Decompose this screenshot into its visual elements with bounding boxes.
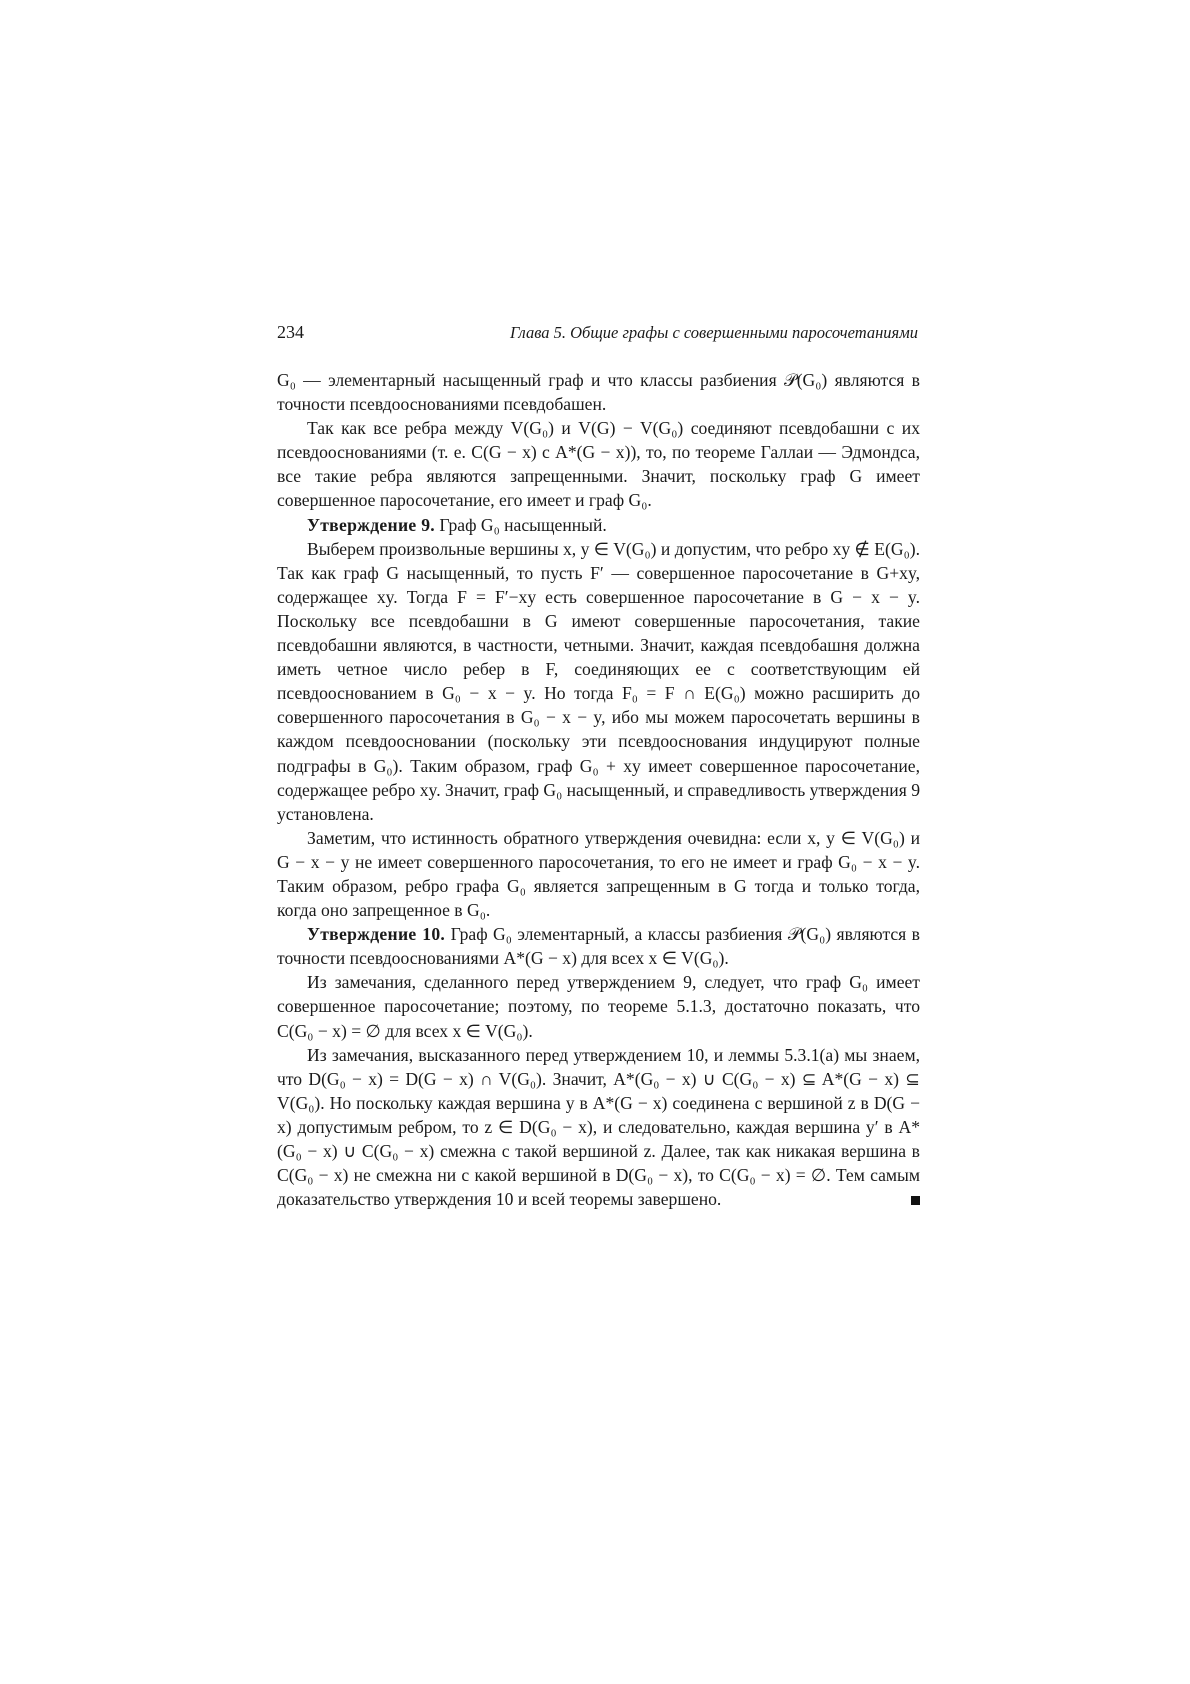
paragraph-text: Из замечания, высказанного перед утверждением 10, и леммы 5.3.1(a) мы знаем, что D(G₀ − x) = D(G − x) ∩ V(G₀). Значит, A*(G₀ − x) ∪ C(G₀ − x) ⊆ A*(G − x) ⊆ V(G₀). Но поскольку каждая вершина y в A*(G − x) соединена с вершиной z в D(G − x) допустимым ребром, то z ∈ D(G₀ − x), и следовательно, каждая вершина y′ в A*(G₀ − x) ∪ C(G₀ − x) смежна с такой вершиной z. Далее, так как никакая вершина в C(G₀ − x) не смежна ни с какой вершиной в D(G₀ − x), то C(G₀ − x) = ∅. Тем самым доказательство утверждения 10 и всей теоремы завершено. — [277, 1044, 920, 1210]
paragraph-7 — [277, 970, 920, 1042]
page-number: 234 — [277, 322, 304, 342]
qed-square-icon — [911, 1196, 920, 1205]
paragraph-2 — [277, 416, 920, 512]
book-page — [277, 322, 920, 1211]
paragraph-text: Выберем произвольные вершины x, y ∈ V(G₀) и допустим, что ребро xy ∉ E(G₀). Так как граф G насыщенный, то пусть F′ — совершенное паросочетание в G+xy, содержащее xy. Тогда F = F′−xy есть совершенное паросочетание в G − x − y. Поскольку все псевдобашни в G имеют совершенные паросочетания, такие псевдобашни являются, в частности, четными. Значит, каждая псевдобашня должна иметь четное число ребер в F, соединяющих ее с соответствующим ей псевдооснованием в G₀ − x − y. Но тогда F₀ = F ∩ E(G₀) можно расширить до совершенного паросочетания в G₀ − x − y, ибо мы можем паросочетать вершины в каждом псевдоосновании (поскольку эти псевдооснования индуцируют полные подграфы в G₀). Таким образом, граф G₀ + xy имеет совершенное паросочетание, содержащее ребро xy. Значит, граф G₀ насыщенный, и справедливость утверждения 9 установлена. — [277, 538, 920, 824]
statement-text: Граф G₀ насыщенный. — [439, 514, 607, 535]
body-text — [277, 368, 920, 1211]
paragraph-text: Так как все ребра между V(G₀) и V(G) − V(G₀) соединяют псевдобашни с их псевдооснованиями (т. е. C(G − x) с A*(G − x)), то, по теореме Галлаи — Эдмондса, все такие ребра являются запрещенными. Значит, поскольку граф G имеет совершенное паросочетание, его имеет и граф G₀. — [277, 418, 920, 511]
paragraph-text: Заметим, что истинность обратного утверждения очевидна: если x, y ∈ V(G₀) и G − x − y не имеет совершенного паросочетания, то его не имеет и граф G₀ − x − y. Таким образом, ребро графа G₀ является запрещенным в G тогда и только тогда, когда оно запрещенное в G₀. — [277, 827, 920, 921]
statement-9 — [277, 513, 920, 537]
paragraph-text: G₀ — элементарный насыщенный граф и что классы разбиения 𝒫(G₀) являются в точности псевдооснованиями псевдобашен. — [277, 370, 920, 415]
paragraph-text: Из замечания, сделанного перед утверждением 9, следует, что граф G₀ имеет совершенное паросочетание; поэтому, по теореме 5.1.3, достаточно показать, что C(G₀ − x) = ∅ для всех x ∈ V(G₀). — [277, 972, 920, 1041]
paragraph-8 — [277, 1043, 920, 1212]
statement-10 — [277, 922, 920, 970]
running-head — [277, 322, 920, 346]
chapter-title: Глава 5. Общие графы с совершенными паросочетаниями — [510, 323, 918, 342]
paragraph-5 — [277, 826, 920, 922]
paragraph-1 — [277, 368, 920, 416]
paragraph-4 — [277, 537, 920, 826]
statement-label: Утверждение 10. — [307, 924, 446, 945]
statement-text: Граф G₀ элементарный, а классы разбиения 𝒫(G₀) являются в точности псевдооснованиями A*(G − x) для всех x ∈ V(G₀). — [277, 924, 920, 969]
statement-label: Утверждение 9. — [307, 514, 435, 535]
